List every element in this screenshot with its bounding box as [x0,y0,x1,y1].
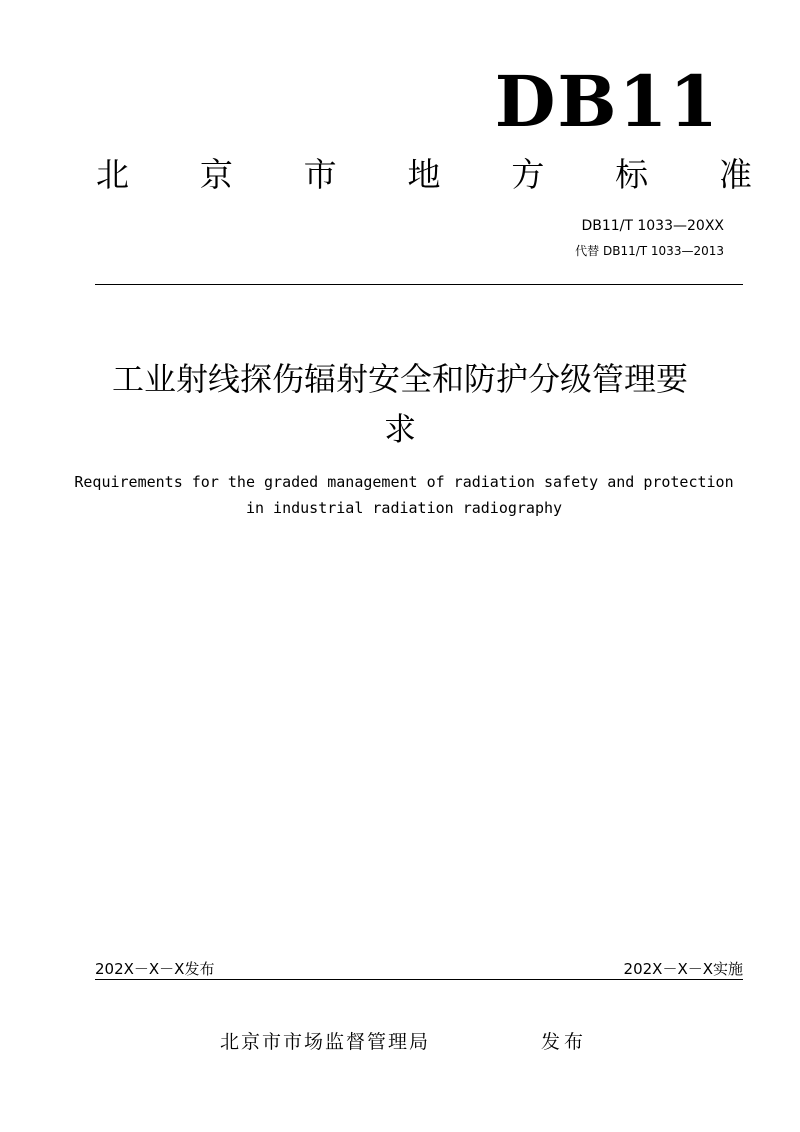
standard-name-char: 京 [199,155,233,194]
standard-code: DB11/T 1033—20XX [581,218,724,234]
issue-date: 202X－X－X发布 [95,960,215,978]
header-divider [95,284,743,285]
footer-divider [95,979,743,980]
standard-name-char: 准 [718,155,752,194]
title-chinese-line-2: 求 [383,410,416,448]
publisher: 北京市市场监督管理局 [220,1031,431,1053]
title-chinese [60,354,740,454]
implementation-date: 202X－X－X实施 [623,960,743,978]
title-english [40,469,768,521]
title-english-line-1: Requirements for the graded management of radiation safety and protection [74,473,734,491]
standard-name-char: 北 [96,155,129,194]
db11-logo: DB11 [494,60,720,143]
title-chinese-line-1: 工业射线探伤辐射安全和防护分级管理要 [111,360,688,398]
standard-name-char: 方 [511,155,545,194]
replaces-standard: 代替 DB11/T 1033—2013 [575,244,724,258]
standard-name-char: 地 [407,155,441,194]
standard-name-char: 标 [615,155,649,194]
publish-label: 发布 [541,1031,588,1053]
standard-name-char: 市 [303,155,337,194]
title-english-line-2: in industrial radiation radiography [245,499,563,517]
standard-name [96,150,752,200]
